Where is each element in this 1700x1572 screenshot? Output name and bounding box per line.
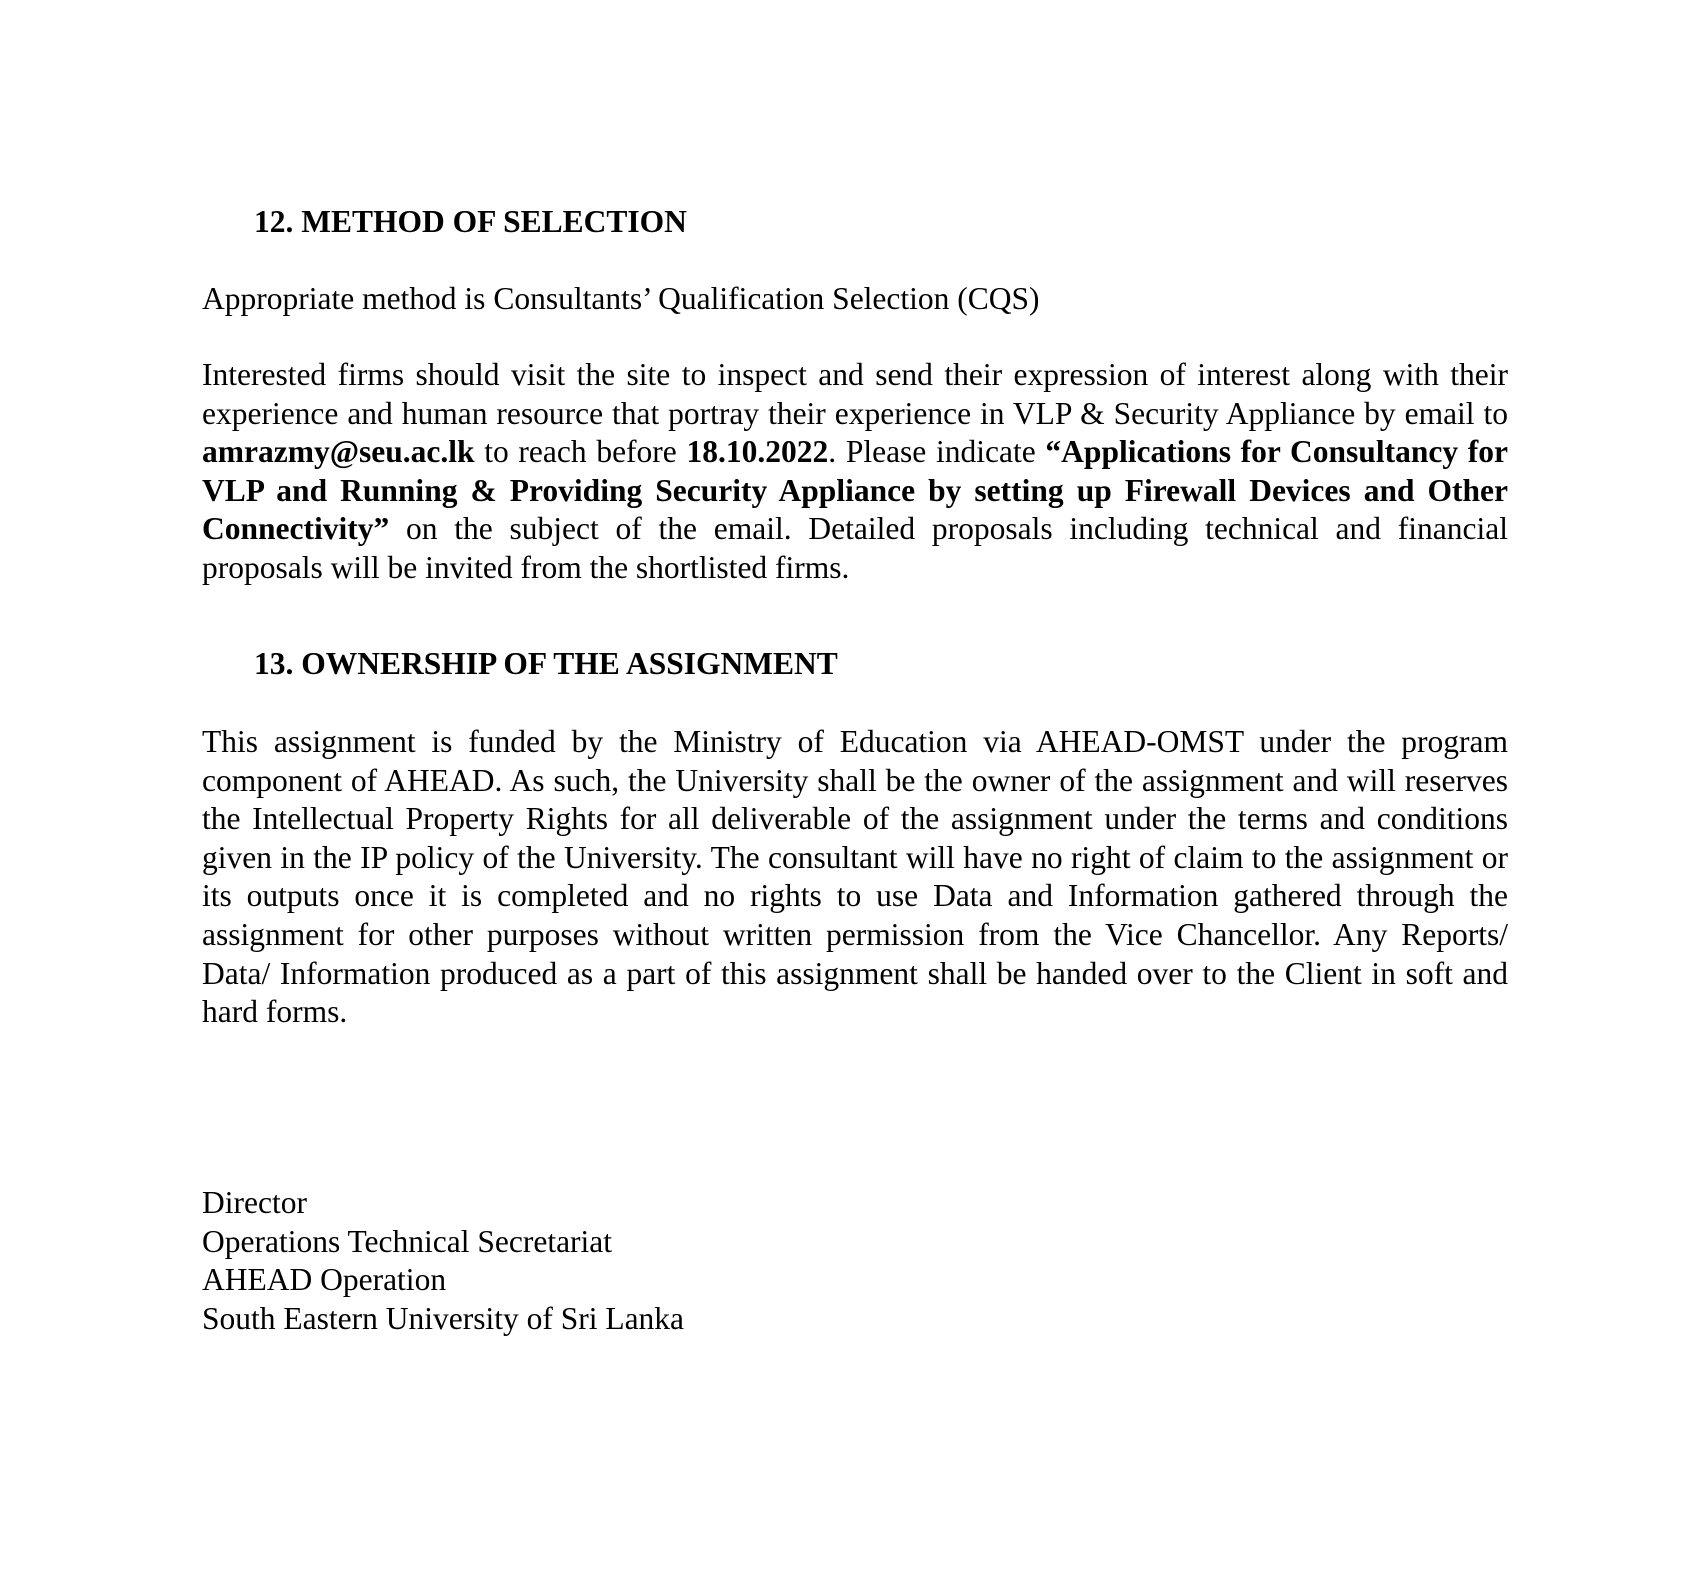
section-12-heading: 12. METHOD OF SELECTION [254, 204, 687, 239]
interest-text-part1: Interested firms should visit the site to inspect and send their expression of interest along with their experience and human resource that portray their experience in VLP & Security Appliance by email to [202, 357, 1508, 431]
signature-university: South Eastern University of Sri Lanka [202, 1300, 685, 1336]
signature-department: Operations Technical Secretariat [202, 1223, 613, 1259]
interest-text-part2: to reach before [474, 434, 687, 470]
signature-title: Director [202, 1185, 307, 1220]
email-subject-line: “Applications for Consultancy for VLP and Running & Providing Security Appliance by setting up Firewall Devices and Other Connectivity” [202, 434, 1508, 547]
ownership-paragraph: This assignment is funded by the Ministry of Education via AHEAD-OMST under the program component of AHEAD. As such, the University shall be the owner of the assignment and will reserves the Intellectual Property Rights for all deliverable of the assignment under the terms and conditions given in the IP policy of the University. The consultant will have no right of claim to the assignment or its outputs once it is completed and no rights to use Data and Information gathered through the assignment for other purposes without written permission from the Vice Chancellor. Any Reports/ Data/ Information produced as a part of this assignment shall be handed over to the Client in soft and hard forms. [202, 724, 1508, 1030]
expression-of-interest-paragraph [202, 356, 1508, 588]
interest-text-part4: on the subject of the email. Detailed proposals including technical and financial proposals will be invited from the shortlisted firms. [202, 511, 1508, 585]
submission-deadline: 18.10.2022 [686, 434, 829, 470]
signature-operation: AHEAD Operation [202, 1262, 447, 1298]
interest-text-part3: . Please indicate [828, 434, 1046, 470]
section-13-heading: 13. OWNERSHIP OF THE ASSIGNMENT [254, 646, 838, 681]
signature-block [202, 1184, 684, 1338]
selection-method-paragraph: Appropriate method is Consultants’ Qualification Selection (CQS) [202, 281, 1040, 316]
contact-email: amrazmy@seu.ac.lk [202, 434, 475, 470]
